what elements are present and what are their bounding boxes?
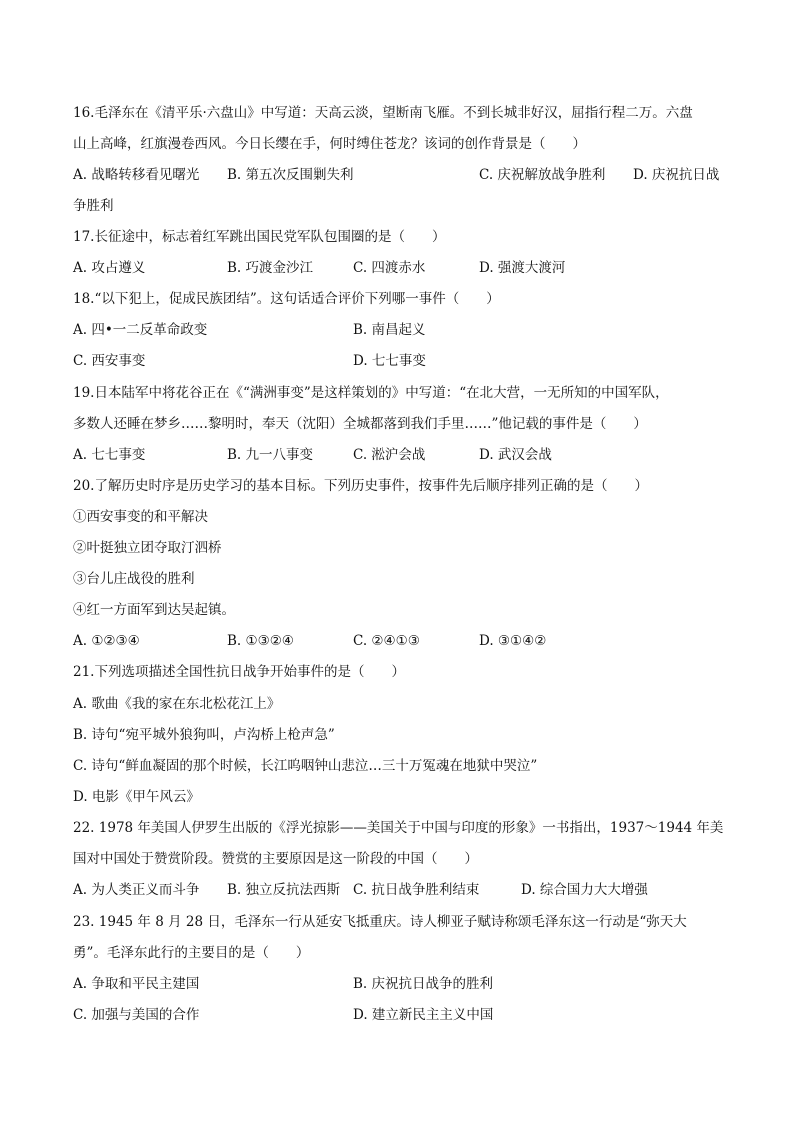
- q18-option-a: A. 四•一二反革命政变: [73, 322, 208, 338]
- q16-option-d: D. 庆祝抗日战: [633, 167, 720, 183]
- q20-option-a: A. ①②③④: [73, 633, 140, 649]
- q20-option-d: D. ③①④②: [479, 633, 547, 649]
- q16-stem-line1: 16.毛泽东在《清平乐·六盘山》中写道：天高云淡，望断南飞雁。不到长城非好汉，屈指行程二万。六盘: [73, 105, 693, 121]
- q19-option-c: C. 淞沪会战: [353, 447, 426, 463]
- q21-option-a: A. 歌曲《我的家在东北松花江上》: [73, 696, 281, 712]
- q19-option-a: A. 七七事变: [73, 447, 146, 463]
- q20-item-1: ①西安事变的和平解决: [73, 509, 208, 525]
- q20-item-3: ③台儿庄战役的胜利: [73, 571, 195, 587]
- q23-stem-line2: 勇”。毛泽东此行的主要目的是（ ）: [73, 945, 310, 961]
- q21-stem: 21.下列选项描述全国性抗日战争开始事件的是（ ）: [73, 664, 405, 680]
- q18-option-d: D. 七七事变: [353, 353, 426, 369]
- q16-option-d-continued: 争胜利: [73, 198, 114, 214]
- q16-option-b: B. 第五次反围剿失利: [227, 167, 354, 183]
- q18-option-b: B. 南昌起义: [353, 322, 426, 338]
- q23-option-a: A. 争取和平民主建国: [73, 976, 200, 992]
- q19-option-b: B. 九一八事变: [227, 447, 314, 463]
- q17-option-c: C. 四渡赤水: [353, 260, 426, 276]
- q22-option-b: B. 独立反抗法西斯: [227, 882, 341, 898]
- q20-option-b: B. ①③②④: [227, 633, 294, 649]
- q22-option-d: D. 综合国力大大增强: [521, 882, 648, 898]
- q16-option-a: A. 战略转移看见曙光: [73, 167, 200, 183]
- q21-option-d: D. 电影《甲午风云》: [73, 789, 200, 805]
- q18-option-c: C. 西安事变: [73, 353, 146, 369]
- q22-stem-line1: 22. 1978 年美国人伊罗生出版的《浮光掠影——美国关于中国与印度的形象》一书指出，1937～1944 年美: [73, 820, 724, 836]
- q23-option-b: B. 庆祝抗日战争的胜利: [353, 976, 494, 992]
- q21-option-c: C. 诗句“鲜血凝固的那个时候，长江呜咽钟山悲泣…三十万冤魂在地狱中哭泣”: [73, 758, 538, 774]
- q21-option-b: B. 诗句“宛平城外狼狗叫，卢沟桥上枪声急”: [73, 727, 335, 743]
- q18-stem: 18.“以下犯上，促成民族团结”。这句话适合评价下列哪一事件（ ）: [73, 291, 500, 307]
- q17-option-d: D. 强渡大渡河: [479, 260, 566, 276]
- q17-option-a: A. 攻占遵义: [73, 260, 146, 276]
- q22-option-c: C. 抗日战争胜利结束: [353, 882, 480, 898]
- q20-option-c: C. ②④①③: [353, 633, 420, 649]
- q22-stem-line2: 国对中国处于赞赏阶段。赞赏的主要原因是这一阶段的中国（ ）: [73, 851, 478, 867]
- q23-option-c: C. 加强与美国的合作: [73, 1007, 200, 1023]
- q16-option-c: C. 庆祝解放战争胜利: [479, 167, 606, 183]
- q17-option-b: B. 巧渡金沙江: [227, 260, 314, 276]
- q16-stem-line2: 山上高峰，红旗漫卷西风。今日长缨在手，何时缚住苍龙？该词的创作背景是（ ）: [73, 136, 586, 152]
- q20-item-2: ②叶挺独立团夺取汀泗桥: [73, 540, 222, 556]
- q17-stem: 17.长征途中，标志着红军跳出国民党军队包围圈的是（ ）: [73, 229, 446, 245]
- q20-stem: 20.了解历史时序是历史学习的基本目标。下列历史事件，按事件先后顺序排列正确的是（ ）: [73, 478, 648, 494]
- q19-stem-line1: 19.日本陆军中将花谷正在《“满洲事变”是这样策划的》中写道：“在北大营，一无所知的中国军队，: [73, 385, 669, 401]
- q19-stem-line2: 多数人还睡在梦乡……黎明时，奉天（沈阳）全城都落到我们手里……”他记载的事件是（ ）: [73, 416, 647, 432]
- q20-item-4: ④红一方面军到达吴起镇。: [73, 602, 235, 618]
- q23-option-d: D. 建立新民主主义中国: [353, 1007, 494, 1023]
- q23-stem-line1: 23. 1945 年 8 月 28 日，毛泽东一行从延安飞抵重庆。诗人柳亚子赋诗称颂毛泽东这一行动是“弥天大: [73, 914, 687, 930]
- q22-option-a: A. 为人类正义而斗争: [73, 882, 200, 898]
- q19-option-d: D. 武汉会战: [479, 447, 552, 463]
